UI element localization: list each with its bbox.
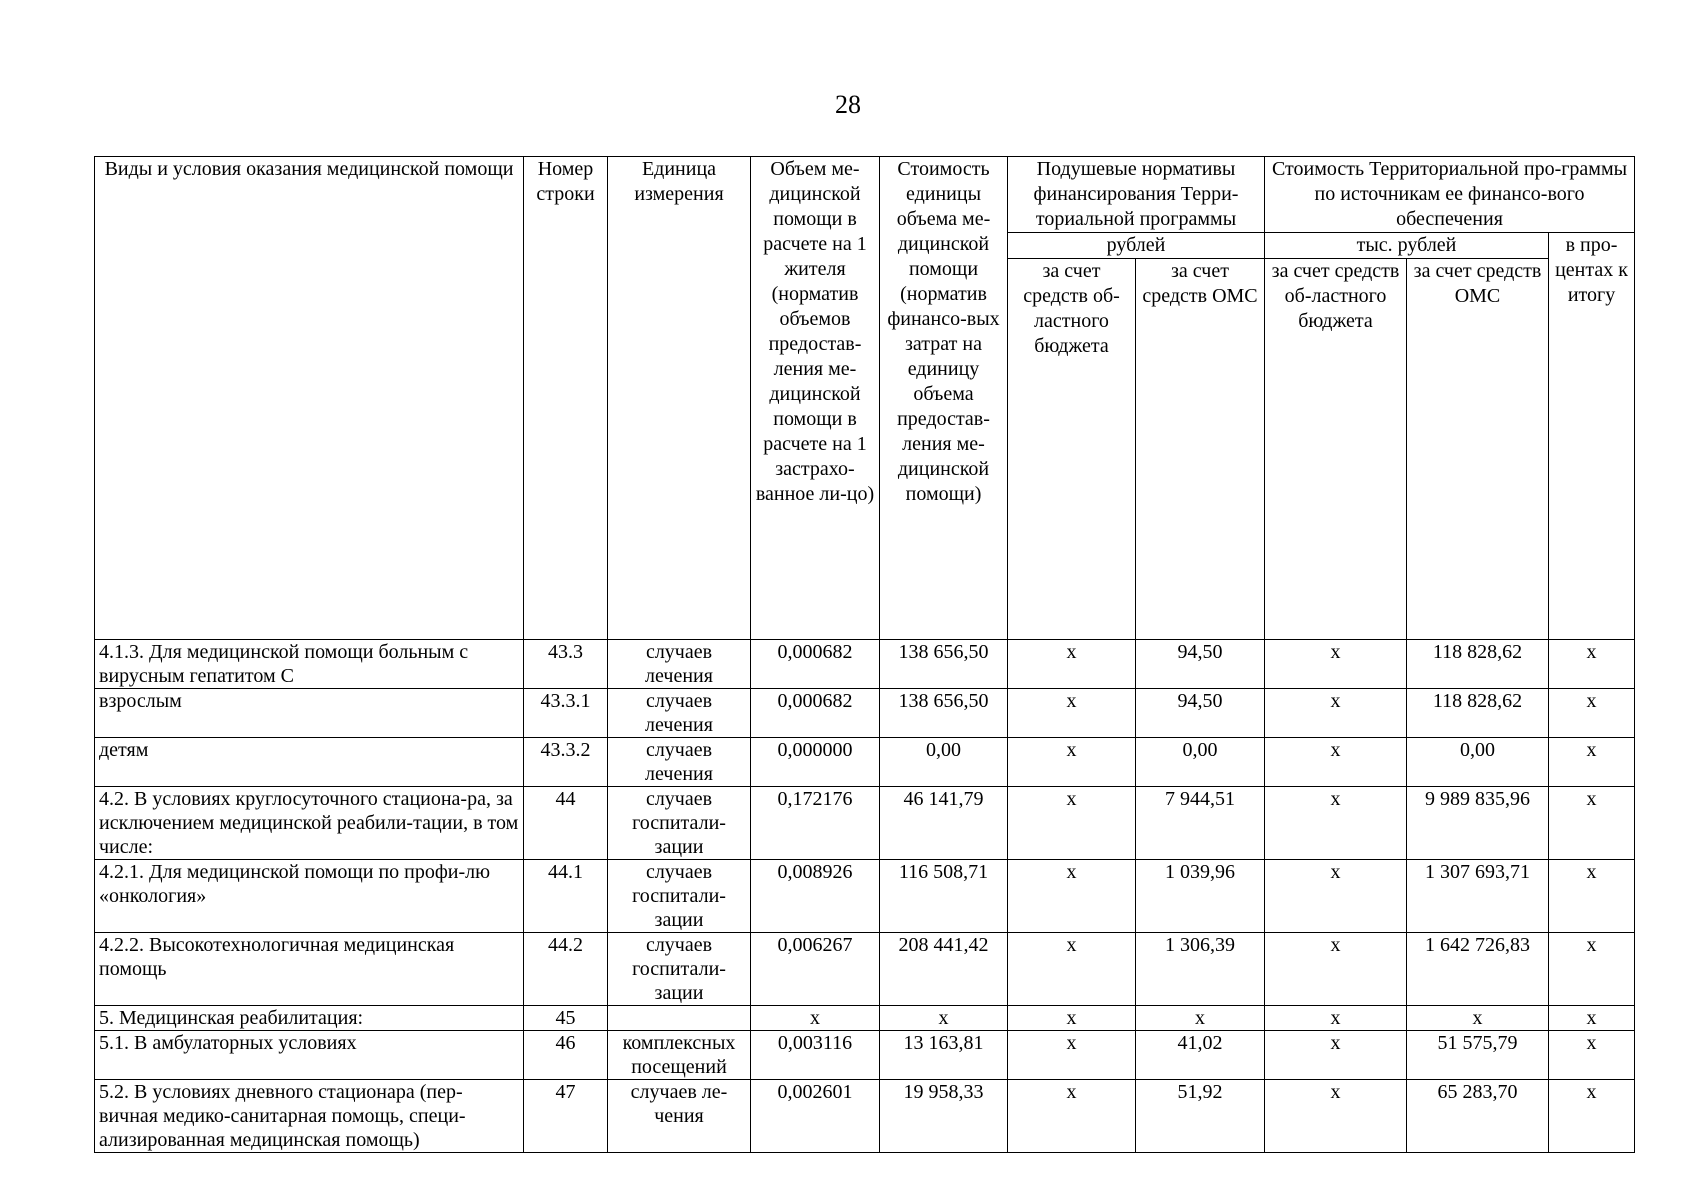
row-cp-oms: 118 828,62 <box>1407 689 1549 738</box>
row-volume: х <box>751 1006 880 1031</box>
row-cp-percent: х <box>1549 1031 1635 1080</box>
row-number: 44.1 <box>524 860 608 933</box>
header-unit: Единица измерения <box>608 157 751 640</box>
row-volume: 0,000000 <box>751 738 880 787</box>
row-name: 5.1. В амбулаторных условиях <box>95 1031 524 1080</box>
row-pc-oms: 51,92 <box>1136 1080 1265 1153</box>
row-cp-percent: х <box>1549 689 1635 738</box>
table-row <box>95 860 1635 933</box>
header-cost: Стоимость единицы объема ме-дицинской помощи (норматив финансо-вых затрат на единицу объема предостав-ления ме-дицинской помощи) <box>880 157 1008 640</box>
row-volume: 0,006267 <box>751 933 880 1006</box>
header-unit-rub: рублей <box>1008 233 1265 259</box>
row-cp-percent: х <box>1549 738 1635 787</box>
row-number: 45 <box>524 1006 608 1031</box>
row-name: 5.2. В условиях дневного стационара (пер-вичная медико-санитарная помощь, специ-ализированная медицинская помощь) <box>95 1080 524 1153</box>
row-name: 4.1.3. Для медицинской помощи больным с вирусным гепатитом С <box>95 640 524 689</box>
financing-table <box>94 156 1635 1153</box>
header-cp-percent: в про-центах к итогу <box>1549 233 1635 640</box>
row-unit: комплексных посещений <box>608 1031 751 1080</box>
row-pc-oms: 1 039,96 <box>1136 860 1265 933</box>
row-unit: случаев лечения <box>608 689 751 738</box>
table-row <box>95 640 1635 689</box>
row-cp-regional: х <box>1265 738 1407 787</box>
row-unit: случаев госпитали-зации <box>608 860 751 933</box>
row-pc-regional: х <box>1008 933 1136 1006</box>
page-number: 28 <box>835 90 861 119</box>
row-cp-percent: х <box>1549 1006 1635 1031</box>
data-rows <box>95 640 1635 1153</box>
row-cost: 0,00 <box>880 738 1008 787</box>
row-volume: 0,000682 <box>751 640 880 689</box>
row-pc-oms: 1 306,39 <box>1136 933 1265 1006</box>
row-number: 43.3.1 <box>524 689 608 738</box>
header-row-1 <box>95 157 1635 233</box>
row-cp-regional: х <box>1265 860 1407 933</box>
table-row <box>95 787 1635 860</box>
row-cost: 46 141,79 <box>880 787 1008 860</box>
header-cp-regional: за счет средств об-ластного бюджета <box>1265 259 1407 640</box>
row-number: 43.3 <box>524 640 608 689</box>
row-cost: 116 508,71 <box>880 860 1008 933</box>
row-cost: 208 441,42 <box>880 933 1008 1006</box>
row-number: 46 <box>524 1031 608 1080</box>
row-volume: 0,003116 <box>751 1031 880 1080</box>
row-number: 47 <box>524 1080 608 1153</box>
row-pc-regional: х <box>1008 1006 1136 1031</box>
row-cp-percent: х <box>1549 933 1635 1006</box>
row-pc-regional: х <box>1008 689 1136 738</box>
row-name: детям <box>95 738 524 787</box>
row-volume: 0,002601 <box>751 1080 880 1153</box>
table-row <box>95 738 1635 787</box>
row-pc-oms: х <box>1136 1006 1265 1031</box>
table-row <box>95 689 1635 738</box>
row-cp-oms: 9 989 835,96 <box>1407 787 1549 860</box>
row-cp-percent: х <box>1549 1080 1635 1153</box>
row-cp-oms: 51 575,79 <box>1407 1031 1549 1080</box>
row-unit: случаев госпитали-зации <box>608 787 751 860</box>
row-cost: х <box>880 1006 1008 1031</box>
row-volume: 0,000682 <box>751 689 880 738</box>
row-pc-regional: х <box>1008 860 1136 933</box>
row-volume: 0,008926 <box>751 860 880 933</box>
row-name: 5. Медицинская реабилитация: <box>95 1006 524 1031</box>
row-cp-oms: 1 307 693,71 <box>1407 860 1549 933</box>
row-cost: 138 656,50 <box>880 640 1008 689</box>
table-row <box>95 933 1635 1006</box>
table-row <box>95 1006 1635 1031</box>
row-number: 44.2 <box>524 933 608 1006</box>
header-volume: Объем ме-дицинской помощи в расчете на 1 жителя (норматив объемов предостав-ления ме-дицинской помощи в расчете на 1 застрахо-ванное ли-цо) <box>751 157 880 640</box>
header-cost-program: Стоимость Территориальной про-граммы по источникам ее финансо-вого обеспечения <box>1265 157 1635 233</box>
row-number: 44 <box>524 787 608 860</box>
row-pc-regional: х <box>1008 640 1136 689</box>
row-pc-oms: 41,02 <box>1136 1031 1265 1080</box>
row-cost: 138 656,50 <box>880 689 1008 738</box>
row-name: 4.2.2. Высокотехнологичная медицинская помощь <box>95 933 524 1006</box>
row-pc-oms: 0,00 <box>1136 738 1265 787</box>
row-cp-regional: х <box>1265 933 1407 1006</box>
row-cp-oms: 0,00 <box>1407 738 1549 787</box>
row-cost: 19 958,33 <box>880 1080 1008 1153</box>
row-cp-regional: х <box>1265 1080 1407 1153</box>
row-name: 4.2. В условиях круглосуточного стациона-ра, за исключением медицинской реабили-тации, в том числе: <box>95 787 524 860</box>
header-pc-oms: за счет средств ОМС <box>1136 259 1265 640</box>
row-unit: случаев ле-чения <box>608 1080 751 1153</box>
row-unit: случаев госпитали-зации <box>608 933 751 1006</box>
row-cost: 13 163,81 <box>880 1031 1008 1080</box>
row-cp-percent: х <box>1549 860 1635 933</box>
row-cp-oms: х <box>1407 1006 1549 1031</box>
row-volume: 0,172176 <box>751 787 880 860</box>
row-cp-regional: х <box>1265 640 1407 689</box>
row-pc-regional: х <box>1008 1031 1136 1080</box>
row-unit: случаев лечения <box>608 640 751 689</box>
row-number: 43.3.2 <box>524 738 608 787</box>
row-pc-oms: 94,50 <box>1136 640 1265 689</box>
row-unit: случаев лечения <box>608 738 751 787</box>
header-row-number: Номер строки <box>524 157 608 640</box>
header-unit-thousand-rub: тыс. рублей <box>1265 233 1549 259</box>
row-cp-oms: 118 828,62 <box>1407 640 1549 689</box>
table-row <box>95 1080 1635 1153</box>
row-cp-regional: х <box>1265 689 1407 738</box>
row-cp-regional: х <box>1265 787 1407 860</box>
header-type: Виды и условия оказания медицинской помощи <box>95 157 524 640</box>
header-cp-oms: за счет средств ОМС <box>1407 259 1549 640</box>
row-cp-oms: 65 283,70 <box>1407 1080 1549 1153</box>
header-per-capita: Подушевые нормативы финансирования Терри-ториальной программы <box>1008 157 1265 233</box>
row-pc-oms: 7 944,51 <box>1136 787 1265 860</box>
row-cp-percent: х <box>1549 787 1635 860</box>
row-unit <box>608 1006 751 1031</box>
row-cp-regional: х <box>1265 1031 1407 1080</box>
row-pc-oms: 94,50 <box>1136 689 1265 738</box>
row-pc-regional: х <box>1008 738 1136 787</box>
row-cp-regional: х <box>1265 1006 1407 1031</box>
row-cp-oms: 1 642 726,83 <box>1407 933 1549 1006</box>
row-name: взрослым <box>95 689 524 738</box>
row-name: 4.2.1. Для медицинской помощи по профи-лю «онкология» <box>95 860 524 933</box>
header-pc-regional: за счет средств об-ластного бюджета <box>1008 259 1136 640</box>
row-pc-regional: х <box>1008 787 1136 860</box>
row-pc-regional: х <box>1008 1080 1136 1153</box>
row-cp-percent: х <box>1549 640 1635 689</box>
table-row <box>95 1031 1635 1080</box>
